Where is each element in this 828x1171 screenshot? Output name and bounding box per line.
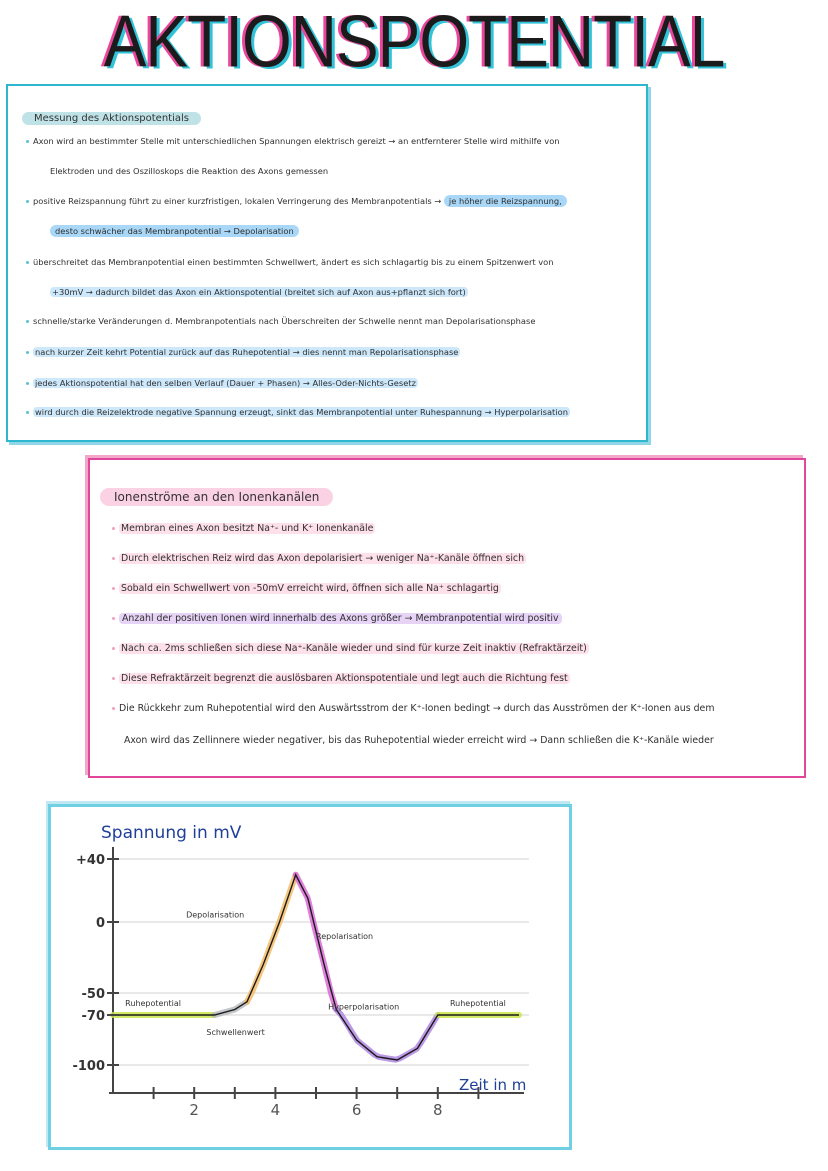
- list-item: schnelle/starke Veränderungen d. Membranpotentials nach Überschreiten der Schwelle nennt man Depolarisationsphase: [26, 316, 535, 327]
- chart-annotation: Ruhepotential: [449, 999, 506, 1009]
- page-title: AKTIONSPOTENTIAL: [103, 0, 725, 83]
- list-item: nach kurzer Zeit kehrt Potential zurück auf das Ruhepotential → dies nennt man Repolarisationsphase: [26, 347, 460, 358]
- phase-segment: [247, 875, 296, 1002]
- ion-currents-section: [88, 458, 806, 778]
- section-heading: [100, 486, 333, 506]
- y-tick-label: -50: [81, 987, 105, 1002]
- series-line: [113, 875, 519, 1060]
- x-tick-label: 8: [433, 1101, 443, 1119]
- section-heading-text: Messung des Aktionspotentials: [22, 112, 201, 125]
- section-heading: [22, 106, 201, 125]
- section-heading-text: Ionenströme an den Ionenkanälen: [100, 488, 333, 506]
- list-item: Diese Refraktärzeit begrenzt die auslösbaren Aktionspotentiale und legt auch die Richtung fest: [112, 672, 570, 685]
- chart-annotation: Depolarisation: [186, 910, 245, 920]
- chart-annotation: Ruhepotential: [125, 999, 182, 1009]
- list-item: Durch elektrischen Reiz wird das Axon depolarisiert → weniger Na⁺-Kanäle öffnen sich: [112, 552, 526, 565]
- list-item: wird durch die Reizelektrode negative Spannung erzeugt, sinkt das Membranpotential unter Ruhespannung → Hyperpolarisation: [26, 407, 570, 418]
- x-axis-label: Zeit in m: [459, 1076, 527, 1094]
- list-item: Membran eines Axon besitzt Na⁺- und K⁺ Ionenkanäle: [112, 522, 375, 535]
- list-item: Anzahl der positiven Ionen wird innerhalb des Axons größer → Membranpotential wird positiv: [112, 612, 562, 625]
- list-item: Elektroden und des Oszilloskops die Reaktion des Axons gemessen: [50, 166, 329, 176]
- chart-annotation: Hyperpolarisation: [328, 1002, 400, 1012]
- y-tick-label: -100: [72, 1059, 105, 1074]
- x-tick-label: 6: [351, 1101, 362, 1119]
- list-item: +30mV → dadurch bildet das Axon ein Aktionspotential (breitet sich auf Axon aus+pflanzt sich fort): [52, 287, 466, 297]
- y-tick-label: +40: [76, 853, 105, 868]
- y-tick-label: 0: [95, 916, 105, 931]
- phase-segment: [336, 1010, 438, 1060]
- x-tick-label: 4: [270, 1101, 281, 1119]
- chart-annotation: Schwellenwert: [206, 1028, 265, 1037]
- list-item: Nach ca. 2ms schließen sich diese Na⁺-Kanäle wieder und sind für kurze Zeit inaktiv (Refraktärzeit): [112, 642, 589, 655]
- chart-title: Spannung in mV: [101, 823, 242, 843]
- list-item: überschreitet das Membranpotential einen bestimmten Schwellwert, ändert es sich schlagartig bis zu einem Spitzenwert von: [26, 257, 554, 268]
- list-item: Die Rückkehr zum Ruhepotential wird den Auswärtsstrom der K⁺-Ionen bedingt → durch das Ausströmen der K⁺-Ionen aus dem: [112, 702, 714, 715]
- list-item: positive Reizspannung führt zu einer kurzfristigen, lokalen Verringerung des Membranpotentials → je höher die Reizspannung,: [26, 196, 567, 207]
- list-item: Axon wird an bestimmter Stelle mit unterschiedlichen Spannungen elektrisch gereizt → an entfernterer Stelle wird mithilfe von: [26, 136, 560, 147]
- y-tick-label: -70: [81, 1009, 105, 1024]
- x-tick-label: 2: [189, 1101, 199, 1119]
- chart-annotation: Repolarisation: [316, 932, 374, 942]
- list-item: jedes Aktionspotential hat den selben Verlauf (Dauer + Phasen) → Alles-Oder-Nichts-Gesetz: [26, 378, 418, 389]
- action-potential-chart: [51, 807, 569, 1147]
- list-item: Axon wird das Zellinnere wieder negativer, bis das Ruhepotential wieder erreicht wird → Dann schließen die K⁺-Kanäle wieder: [124, 735, 714, 746]
- chart-section: [48, 804, 572, 1150]
- list-item: Sobald ein Schwellwert von -50mV erreicht wird, öffnen sich alle Na⁺ schlagartig: [112, 582, 501, 595]
- list-item: desto schwächer das Membranpotential → Depolarisation: [50, 226, 299, 237]
- measurement-section: [6, 84, 648, 442]
